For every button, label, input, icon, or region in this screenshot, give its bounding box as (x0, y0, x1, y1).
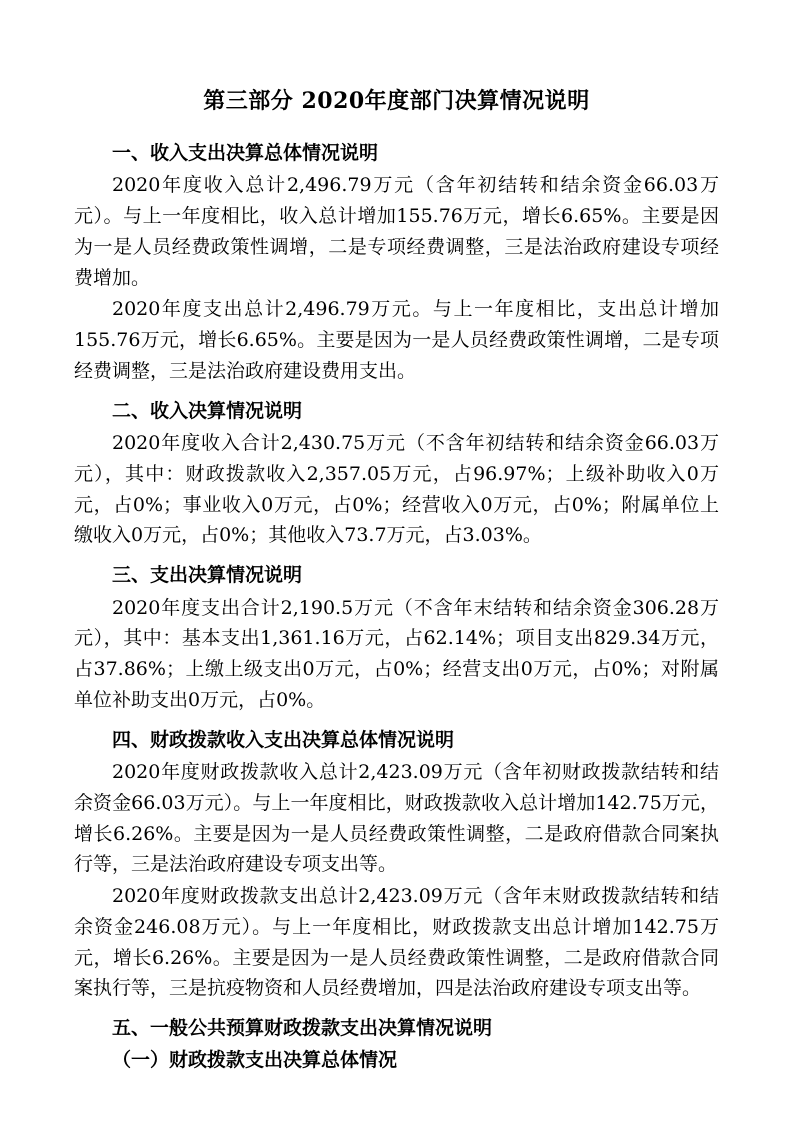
section-1-paragraph-2: 2020年度支出总计2,496.79万元。与上一年度相比，支出总计增加155.76万元，增长6.65%。主要是因为一是人员经费政策性调增，二是专项经费调整，三是法治政府建设费用支出。 (74, 298, 719, 382)
section-4-heading: 四、财政拨款收入支出决算总体情况说明 (112, 728, 455, 751)
section-2-paragraph-1: 2020年度收入合计2,430.75万元（不含年初结转和结余资金66.03万元），其中：财政拨款收入2,357.05万元，占96.97%；上级补助收入0万元，占0%；事业收入0万元，占0%；经营收入0万元，占0%；附属单位上缴收入0万元，占0%；其他收入73.7万元，占3.03%。 (74, 432, 719, 547)
section-1 (74, 139, 719, 387)
section-5 (74, 1014, 719, 1075)
section-4-paragraph-1: 2020年度财政拨款收入总计2,423.09万元（含年初财政拨款结转和结余资金66.03万元）。与上一年度相比，财政拨款收入总计增加142.75万元，增长6.26%。主要是因为一是人员经费政策性调整，二是政府借款合同案执行等，三是法治政府建设专项支出等。 (74, 761, 719, 876)
section-5-subheading: （一）财政拨款支出决算总体情况 (112, 1048, 398, 1071)
page-title: 第三部分 2020年度部门决算情况说明 (203, 88, 590, 114)
section-3-paragraph-1: 2020年度支出合计2,190.5万元（不含年末结转和结余资金306.28万元），其中：基本支出1,361.16万元，占62.14%；项目支出829.34万元，占37.86%；上缴上级支出0万元，占0%；经营支出0万元，占0%；对附属单位补助支出0万元，占0%。 (74, 596, 719, 711)
section-1-paragraph-1: 2020年度收入总计2,496.79万元（含年初结转和结余资金66.03万元）。与上一年度相比，收入总计增加155.76万元，增长6.65%。主要是因为一是人员经费政策性调增，二是专项经费调整，三是法治政府建设专项经费增加。 (74, 174, 719, 289)
section-1-heading: 一、收入支出决算总体情况说明 (112, 141, 379, 164)
section-2 (74, 397, 719, 552)
section-2-heading: 二、收入决算情况说明 (112, 399, 303, 422)
section-5-heading: 五、一般公共预算财政拨款支出决算情况说明 (112, 1017, 493, 1040)
section-3-heading: 三、支出决算情况说明 (112, 564, 303, 587)
section-3 (74, 561, 719, 716)
section-4 (74, 726, 719, 1005)
section-4-paragraph-2: 2020年度财政拨款支出总计2,423.09万元（含年末财政拨款结转和结余资金246.08万元）。与上一年度相比，财政拨款支出总计增加142.75万元，增长6.26%。主要是因为一是人员经费政策性调整，二是政府借款合同案执行等，三是抗疫物资和人员经费增加，四是法治政府建设专项支出等。 (74, 885, 719, 1000)
